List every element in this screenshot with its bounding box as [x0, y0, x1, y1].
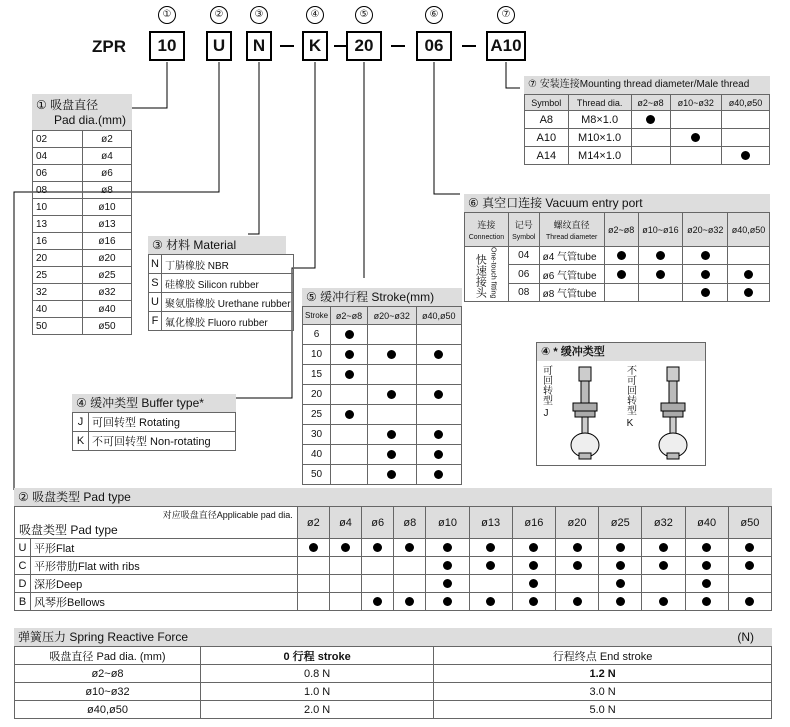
- pad-dia-table: [32, 130, 132, 335]
- dot-cell: [367, 445, 416, 465]
- table-row: 20 ø20: [33, 250, 132, 267]
- bullet-icon: [659, 543, 668, 552]
- code-mount: A10: [486, 31, 526, 61]
- dot-cell: [721, 147, 769, 165]
- pad-type-title: ② 吸盘类型 Pad type: [14, 488, 772, 506]
- code-pad-type: U: [206, 31, 232, 61]
- table-row: 50 ø50: [33, 318, 132, 335]
- empty-cell: [670, 111, 721, 129]
- bullet-icon: [345, 370, 354, 379]
- bullet-icon: [573, 543, 582, 552]
- table-row: 08 ø8: [33, 182, 132, 199]
- bullet-icon: [573, 597, 582, 606]
- table-row: U 聚氨脂橡胶 Urethane rubber: [149, 293, 294, 312]
- bullet-icon: [387, 350, 396, 359]
- bullet-icon: [702, 561, 711, 570]
- dot-cell: [416, 345, 461, 365]
- bullet-icon: [616, 561, 625, 570]
- table-row: 08 ø8 气管tube: [465, 283, 770, 301]
- code-prefix: ZPR: [92, 37, 126, 56]
- bullet-icon: [387, 450, 396, 459]
- marker-7: ⑦: [497, 6, 515, 24]
- bullet-icon: [616, 543, 625, 552]
- dot-cell: [685, 593, 728, 611]
- pad-dia-title-cn: ① 吸盘直径: [36, 98, 99, 112]
- empty-cell: [367, 405, 416, 425]
- bullet-icon: [387, 430, 396, 439]
- empty-cell: [638, 283, 683, 301]
- bullet-icon: [659, 561, 668, 570]
- empty-cell: [331, 385, 368, 405]
- bullet-icon: [345, 350, 354, 359]
- bullet-icon: [659, 597, 668, 606]
- empty-cell: [631, 129, 670, 147]
- dot-cell: [683, 247, 728, 265]
- dot-cell: [367, 465, 416, 485]
- dot-cell: [331, 325, 368, 345]
- dot-cell: [555, 539, 598, 557]
- bullet-icon: [745, 543, 754, 552]
- table-row: 10 ø10: [33, 199, 132, 216]
- dot-cell: [367, 425, 416, 445]
- bullet-icon: [341, 543, 350, 552]
- dot-cell: [642, 593, 685, 611]
- table-row: Stroke ø2~ø8 ø20~ø32 ø40,ø50: [303, 307, 462, 325]
- table-row: F 氟化橡胶 Fluoro rubber: [149, 312, 294, 331]
- dot-cell: [599, 557, 642, 575]
- dot-cell: [631, 111, 670, 129]
- empty-cell: [631, 147, 670, 165]
- table-row: ø10~ø32 1.0 N 3.0 N: [15, 683, 772, 701]
- bullet-icon: [434, 470, 443, 479]
- stroke-section: [302, 288, 462, 485]
- bullet-icon: [387, 390, 396, 399]
- dot-cell: [555, 593, 598, 611]
- bullet-icon: [701, 251, 710, 260]
- pad-type-section: [14, 488, 772, 611]
- bullet-icon: [529, 561, 538, 570]
- bullet-icon: [405, 543, 414, 552]
- dot-cell: [599, 593, 642, 611]
- empty-cell: [670, 147, 721, 165]
- buffer-fig-k-label: 不可回转型 K: [624, 365, 636, 429]
- table-row: K 不可回转型 Non-rotating: [73, 432, 236, 451]
- dot-cell: [555, 557, 598, 575]
- dot-cell: [416, 385, 461, 405]
- vacuum-section: [464, 194, 770, 302]
- bullet-icon: [345, 330, 354, 339]
- table-row: A14 M14×1.0: [525, 147, 770, 165]
- bullet-icon: [701, 270, 710, 279]
- bullet-icon: [616, 597, 625, 606]
- table-row: 10: [303, 345, 462, 365]
- mount-table: [524, 94, 770, 165]
- bullet-icon: [434, 430, 443, 439]
- vacuum-table: [464, 212, 770, 302]
- empty-cell: [416, 325, 461, 345]
- dot-cell: [683, 283, 728, 301]
- vacuum-title: ⑥ 真空口连接 Vacuum entry port: [464, 194, 770, 212]
- dot-cell: [512, 539, 555, 557]
- marker-3: ③: [250, 6, 268, 24]
- table-row: N 丁腈橡胶 NBR: [149, 255, 294, 274]
- dot-cell: [642, 539, 685, 557]
- dot-cell: [331, 365, 368, 385]
- material-title: ③ 材料 Material: [148, 236, 286, 254]
- dot-cell: [685, 557, 728, 575]
- empty-cell: [297, 593, 329, 611]
- dot-cell: [683, 265, 728, 283]
- bullet-icon: [701, 288, 710, 297]
- table-row: U 平形Flat: [15, 539, 772, 557]
- buffer-figure: [536, 342, 706, 466]
- table-row: A8 M8×1.0: [525, 111, 770, 129]
- marker-1: ①: [158, 6, 176, 24]
- empty-cell: [394, 575, 426, 593]
- table-row: 50: [303, 465, 462, 485]
- empty-cell: [331, 425, 368, 445]
- empty-cell: [329, 575, 361, 593]
- dot-cell: [394, 539, 426, 557]
- table-row: 连接 Connection 记号 Symbol 螺纹直径 Thread diameter ø2~ø8 ø10~ø16 ø20~ø32 ø40,ø50: [465, 213, 770, 247]
- bullet-icon: [702, 579, 711, 588]
- marker-2: ②: [210, 6, 228, 24]
- table-row: 对应吸盘直径Applicable pad dia. 吸盘类型 Pad type ø2 ø4 ø6 ø8 ø10 ø13 ø16 ø20 ø25 ø32 ø40 ø50: [15, 507, 772, 539]
- bullet-icon: [745, 597, 754, 606]
- bullet-icon: [443, 579, 452, 588]
- marker-5: ⑤: [355, 6, 373, 24]
- table-row: D 深形Deep: [15, 575, 772, 593]
- dot-cell: [331, 345, 368, 365]
- empty-cell: [728, 575, 771, 593]
- table-row: Symbol Thread dia. ø2~ø8 ø10~ø32 ø40,ø50: [525, 95, 770, 111]
- empty-cell: [331, 465, 368, 485]
- table-row: C 平形带肋Flat with ribs: [15, 557, 772, 575]
- marker-4: ④: [306, 6, 324, 24]
- bullet-icon: [744, 288, 753, 297]
- mount-title: ⑦ 安装连接Mounting thread diameter/Male thread: [524, 76, 770, 94]
- buffer-table: [72, 412, 236, 451]
- bullet-icon: [745, 561, 754, 570]
- dot-cell: [331, 405, 368, 425]
- table-row: ø40,ø50 2.0 N 5.0 N: [15, 701, 772, 719]
- dot-cell: [469, 557, 512, 575]
- bullet-icon: [617, 270, 626, 279]
- dot-cell: [362, 593, 394, 611]
- empty-cell: [362, 557, 394, 575]
- empty-cell: [604, 283, 638, 301]
- empty-cell: [416, 365, 461, 385]
- bullet-icon: [573, 561, 582, 570]
- table-row: 06 ø6 气管tube: [465, 265, 770, 283]
- bullet-icon: [744, 270, 753, 279]
- bullet-icon: [486, 543, 495, 552]
- dot-cell: [426, 593, 469, 611]
- empty-cell: [367, 365, 416, 385]
- bullet-icon: [434, 450, 443, 459]
- dot-cell: [416, 425, 461, 445]
- empty-cell: [329, 557, 361, 575]
- material-section: [148, 236, 291, 331]
- dot-cell: [604, 247, 638, 265]
- empty-cell: [297, 557, 329, 575]
- bullet-icon: [529, 543, 538, 552]
- dot-cell: [642, 557, 685, 575]
- code-stroke: 20: [346, 31, 382, 61]
- bullet-icon: [434, 390, 443, 399]
- code-pad-dia: 10: [149, 31, 185, 61]
- bullet-icon: [702, 597, 711, 606]
- dot-cell: [685, 575, 728, 593]
- dot-cell: [599, 539, 642, 557]
- table-row: 04 ø4: [33, 148, 132, 165]
- bullet-icon: [656, 251, 665, 260]
- dot-cell: [512, 575, 555, 593]
- spring-section: [14, 628, 772, 719]
- pad-dia-title-en: Pad dia.(mm): [54, 113, 127, 127]
- bullet-icon: [486, 597, 495, 606]
- dot-cell: [329, 539, 361, 557]
- empty-cell: [642, 575, 685, 593]
- empty-cell: [367, 325, 416, 345]
- dot-cell: [685, 539, 728, 557]
- dot-cell: [416, 465, 461, 485]
- non-rotating-fitting-icon: [647, 365, 697, 463]
- spring-table: [14, 646, 772, 719]
- dot-cell: [297, 539, 329, 557]
- empty-cell: [297, 575, 329, 593]
- dot-cell: [426, 557, 469, 575]
- table-row: 吸盘直径 Pad dia. (mm) 0 行程 stroke 行程终点 End stroke: [15, 647, 772, 665]
- stroke-title: ⑤ 缓冲行程 Stroke(mm): [302, 288, 462, 306]
- dot-cell: [728, 557, 771, 575]
- table-row: J 可回转型 Rotating: [73, 413, 236, 432]
- dot-cell: [599, 575, 642, 593]
- bullet-icon: [434, 350, 443, 359]
- spring-title: 弹簧压力 Spring Reactive Force (N): [14, 628, 772, 646]
- bullet-icon: [486, 561, 495, 570]
- dot-cell: [728, 283, 770, 301]
- dot-cell: [512, 593, 555, 611]
- dot-cell: [416, 445, 461, 465]
- table-row: 32 ø32: [33, 284, 132, 301]
- bullet-icon: [646, 115, 655, 124]
- bullet-icon: [656, 270, 665, 279]
- spring-unit: (N): [737, 630, 754, 644]
- table-row: 02 ø2: [33, 131, 132, 148]
- dot-cell: [638, 247, 683, 265]
- buffer-title: ④ 缓冲类型 Buffer type*: [72, 394, 236, 412]
- bullet-icon: [617, 251, 626, 260]
- bullet-icon: [529, 597, 538, 606]
- bullet-icon: [345, 410, 354, 419]
- dot-cell: [638, 265, 683, 283]
- buffer-section: [72, 394, 236, 451]
- table-row: 20: [303, 385, 462, 405]
- dot-cell: [367, 345, 416, 365]
- dot-cell: [670, 129, 721, 147]
- dot-cell: [426, 539, 469, 557]
- code-material: N: [246, 31, 272, 61]
- table-row: 快速接头 One-touch fitting 04 ø4 气管tube: [465, 247, 770, 265]
- empty-cell: [362, 575, 394, 593]
- bullet-icon: [387, 470, 396, 479]
- buffer-fig-j-label: 可回转型 J: [540, 365, 552, 419]
- bullet-icon: [443, 561, 452, 570]
- dot-cell: [394, 593, 426, 611]
- table-row: 40 ø40: [33, 301, 132, 318]
- table-row: 6: [303, 325, 462, 345]
- stroke-table: [302, 306, 462, 485]
- marker-6: ⑥: [425, 6, 443, 24]
- dot-cell: [362, 539, 394, 557]
- empty-cell: [721, 111, 769, 129]
- bullet-icon: [443, 543, 452, 552]
- table-row: 15: [303, 365, 462, 385]
- table-row: A10 M10×1.0: [525, 129, 770, 147]
- dot-cell: [426, 575, 469, 593]
- table-row: B 风琴形Bellows: [15, 593, 772, 611]
- empty-cell: [394, 557, 426, 575]
- empty-cell: [331, 445, 368, 465]
- dot-cell: [728, 265, 770, 283]
- dot-cell: [728, 539, 771, 557]
- bullet-icon: [702, 543, 711, 552]
- table-row: 06 ø6: [33, 165, 132, 182]
- bullet-icon: [443, 597, 452, 606]
- table-row: ø2~ø8 0.8 N 1.2 N: [15, 665, 772, 683]
- empty-cell: [555, 575, 598, 593]
- dot-cell: [728, 593, 771, 611]
- table-row: 25: [303, 405, 462, 425]
- table-row: 16 ø16: [33, 233, 132, 250]
- bullet-icon: [691, 133, 700, 142]
- bullet-icon: [529, 579, 538, 588]
- table-row: 40: [303, 445, 462, 465]
- bullet-icon: [373, 543, 382, 552]
- bullet-icon: [616, 579, 625, 588]
- table-row: S 硅橡胶 Silicon rubber: [149, 274, 294, 293]
- pad-dia-section: [32, 94, 132, 335]
- empty-cell: [329, 593, 361, 611]
- empty-cell: [721, 129, 769, 147]
- bullet-icon: [373, 597, 382, 606]
- table-row: 30: [303, 425, 462, 445]
- dot-cell: [512, 557, 555, 575]
- bullet-icon: [741, 151, 750, 160]
- buffer-fig-title: ④ * 缓冲类型: [537, 343, 705, 361]
- empty-cell: [416, 405, 461, 425]
- dot-cell: [469, 539, 512, 557]
- empty-cell: [728, 247, 770, 265]
- table-row: 13 ø13: [33, 216, 132, 233]
- pad-type-table: [14, 506, 772, 611]
- rotating-fitting-icon: [559, 365, 609, 463]
- mount-section: [524, 76, 770, 165]
- bullet-icon: [405, 597, 414, 606]
- dot-cell: [469, 593, 512, 611]
- material-table: [148, 254, 294, 331]
- dot-cell: [604, 265, 638, 283]
- code-vacuum: 06: [416, 31, 452, 61]
- table-row: 25 ø25: [33, 267, 132, 284]
- empty-cell: [469, 575, 512, 593]
- bullet-icon: [309, 543, 318, 552]
- code-buffer: K: [302, 31, 328, 61]
- dot-cell: [367, 385, 416, 405]
